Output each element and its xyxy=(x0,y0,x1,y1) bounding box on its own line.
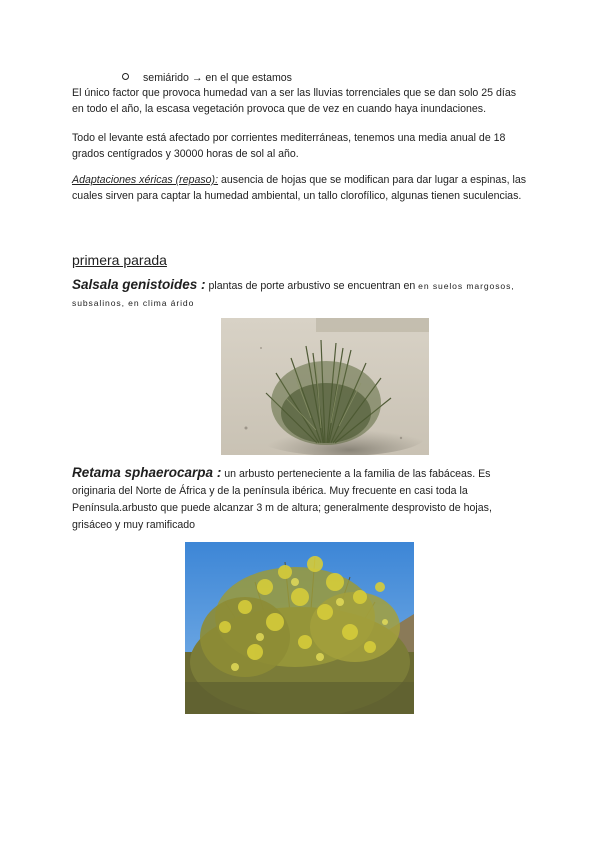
bullet-item xyxy=(122,71,292,87)
paragraph-climate: Todo el levante está afectado por corrientes mediterráneas, tenemos una media anual de 18 grados centígrados y 30000 horas de sol al año. xyxy=(72,132,506,160)
species1-name: Salsala genistoides : xyxy=(72,277,206,292)
paragraph-adaptations xyxy=(72,173,527,204)
species2-text: un arbusto perteneciente a la familia de las fabáceas. Es originaria del Norte de África y de la península ibérica. Muy frecuente en casi toda la Península.arbusto que puede alcanzar 3 m de altura; generalmente desprovisto de hojas, grisáceo y muy ramificado xyxy=(72,468,492,531)
adaptations-label: Adaptaciones xéricas (repaso): xyxy=(72,174,219,186)
species2-name: Retama sphaerocarpa : xyxy=(72,465,222,480)
adaptations-text: ausencia de hojas que se modifican para dar lugar a espinas, las cuales sirven para captar la humedad ambiental, un tallo clorofílico, algunas tienen suculencias. xyxy=(72,174,527,202)
paragraph-rain: El único factor que provoca humedad van a ser las lluvias torrenciales que se dan solo 25 días en todo el año, la escasa vegetación provoca que de vez en cuando haya inundaciones. xyxy=(72,87,517,115)
bullet-text: semiárido → en el que estamos xyxy=(143,72,292,84)
species1-small-text: en suelos margosos, subsalinos, en clima árido xyxy=(72,281,515,308)
species1-paragraph xyxy=(72,276,532,312)
salsola-photo xyxy=(221,318,429,455)
species2-paragraph xyxy=(72,464,532,534)
bullet-circle-icon xyxy=(122,73,129,80)
section-heading: primera parada xyxy=(72,252,167,268)
species1-text: plantas de porte arbustivo se encuentran en xyxy=(205,280,419,292)
retama-photo xyxy=(185,542,414,714)
